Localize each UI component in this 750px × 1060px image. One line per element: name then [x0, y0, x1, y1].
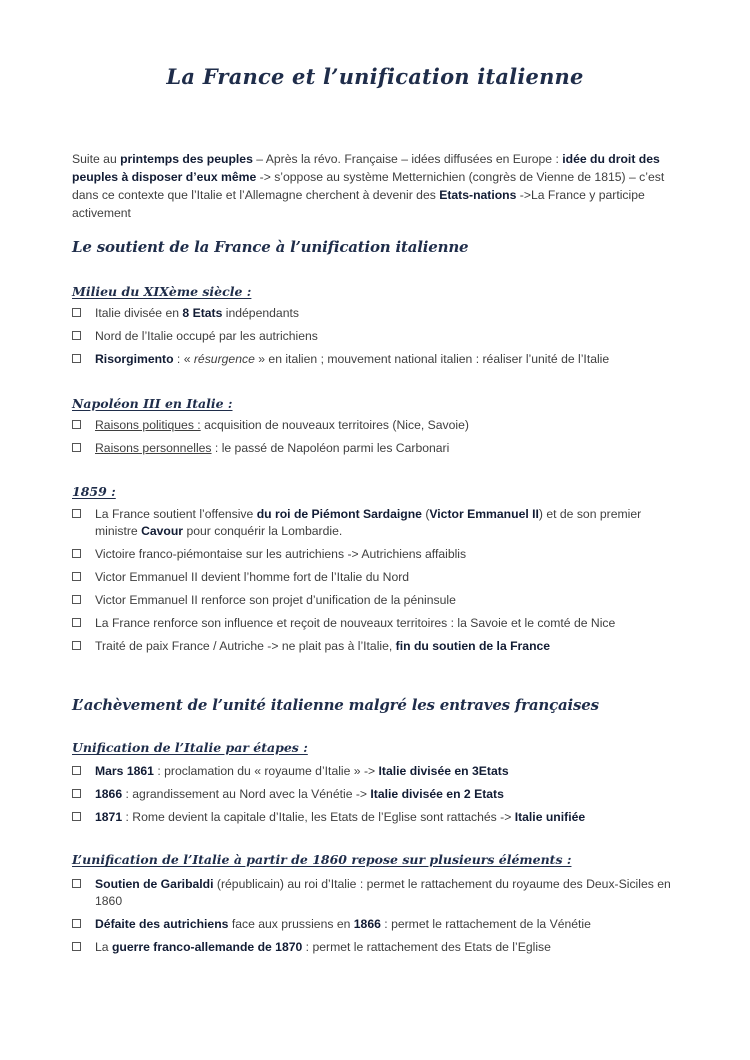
- item-text: » en italien ; mouvement national italien : réaliser l’unité de l’Italie: [254, 352, 610, 366]
- item-text: Traité de paix France / Autriche -> ne plait pas à l’Italie,: [95, 639, 396, 653]
- napoleon-heading: Napoléon III en Italie :: [72, 396, 233, 411]
- list-item: [72, 592, 672, 609]
- list-item: [72, 305, 672, 322]
- etapes-list: [72, 763, 672, 826]
- item-text: : proclamation du « royaume d’Italie » ->: [153, 764, 379, 778]
- checkbox-icon: [72, 443, 81, 452]
- checkbox-icon: [72, 942, 81, 951]
- item-keyword: Risorgimento: [95, 352, 174, 366]
- item-keyword: 1866: [95, 787, 123, 801]
- napoleon-list: [72, 417, 672, 457]
- item-text: : permet le rattachement de la Vénétie: [380, 917, 591, 931]
- item-text: : permet le rattachement des Etats de l’Eglise: [302, 940, 551, 954]
- list-item: [72, 638, 672, 655]
- item-keyword: fin du soutien de la France: [395, 639, 551, 653]
- section2-heading: L’achèvement de l’unité italienne malgré les entraves françaises: [72, 696, 599, 714]
- item-text: : le passé de Napoléon parmi les Carbonari: [211, 441, 450, 455]
- checkbox-icon: [72, 641, 81, 650]
- item-text: pour conquérir la Lombardie.: [183, 524, 343, 538]
- checkbox-icon: [72, 879, 81, 888]
- item-keyword: Italie divisée en 2 Etats: [370, 787, 504, 801]
- checkbox-icon: [72, 572, 81, 581]
- list-item: [72, 351, 672, 368]
- item-keyword: 8 Etats: [182, 306, 223, 320]
- item-text: La France soutient l’offensive: [95, 507, 257, 521]
- item-text: Victor Emmanuel II renforce son projet d’unification de la péninsule: [95, 593, 456, 607]
- intro-text-1: Suite au: [72, 152, 121, 166]
- section1-heading: Le soutient de la France à l’unification italienne: [72, 238, 469, 256]
- item-keyword: Victor Emmanuel II: [429, 507, 539, 521]
- intro-keyword-printemps: printemps des peuples: [120, 152, 253, 166]
- checkbox-icon: [72, 308, 81, 317]
- checkbox-icon: [72, 549, 81, 558]
- list-item: [72, 939, 672, 956]
- item-text: : agrandissement au Nord avec la Vénétie ->: [122, 787, 371, 801]
- item-text: acquisition de nouveaux territoires (Nice, Savoie): [200, 418, 469, 432]
- item-keyword: Soutien de Garibaldi: [95, 877, 214, 891]
- checkbox-icon: [72, 420, 81, 429]
- checkbox-icon: [72, 595, 81, 604]
- milieu-heading: Milieu du XIXème siècle :: [72, 284, 252, 299]
- item-keyword: Défaite des autrichiens: [95, 917, 229, 931]
- intro-paragraph: [72, 150, 672, 222]
- item-text: : «: [173, 352, 194, 366]
- item-text: (: [421, 507, 430, 521]
- list-item: [72, 786, 672, 803]
- item-keyword: Italie divisée en 3Etats: [378, 764, 509, 778]
- checkbox-icon: [72, 789, 81, 798]
- y1859-list: [72, 506, 672, 655]
- item-keyword: guerre franco-allemande de 1870: [111, 940, 303, 954]
- item-keyword: Mars 1861: [95, 764, 154, 778]
- intro-text-2: – Après la révo. Française – idées diffusées en Europe :: [252, 152, 563, 166]
- checkbox-icon: [72, 919, 81, 928]
- list-item: [72, 506, 672, 540]
- intro-keyword-droit: idée du droit des peuples à disposer d’eux même: [72, 152, 660, 184]
- list-item: [72, 916, 672, 933]
- list-item: [72, 440, 672, 457]
- checkbox-icon: [72, 766, 81, 775]
- item-keyword: Cavour: [141, 524, 184, 538]
- item-keyword: 1866: [353, 917, 381, 931]
- item-text: : Rome devient la capitale d’Italie, les Etats de l’Eglise sont rattachés ->: [122, 810, 515, 824]
- item-text: Italie divisée en: [95, 306, 183, 320]
- item-text: indépendants: [222, 306, 299, 320]
- list-item: [72, 763, 672, 780]
- list-item: [72, 546, 672, 563]
- item-keyword: du roi de Piémont Sardaigne: [256, 507, 422, 521]
- list-item: [72, 615, 672, 632]
- item-text: Victor Emmanuel II devient l’homme fort de l’Italie du Nord: [95, 570, 410, 584]
- item-text: Victoire franco-piémontaise sur les autrichiens -> Autrichiens affaiblis: [95, 547, 467, 561]
- checkbox-icon: [72, 331, 81, 340]
- checkbox-icon: [72, 354, 81, 363]
- intro-text-4: ->La France y participe activement: [72, 188, 645, 220]
- item-text: (républicain) au roi d’Italie : permet le rattachement du royaume des Deux-Siciles en 1860: [95, 877, 671, 908]
- list-item: [72, 809, 672, 826]
- item-underlined: Raisons politiques :: [95, 418, 201, 432]
- elements-list: [72, 876, 672, 956]
- page-title: La France et l’unification italienne: [166, 64, 584, 89]
- item-underlined: Raisons personnelles: [95, 441, 212, 455]
- item-text: face aux prussiens en: [228, 917, 354, 931]
- item-text: La: [95, 940, 112, 954]
- item-keyword: Italie unifiée: [514, 810, 586, 824]
- item-keyword: 1871: [95, 810, 123, 824]
- list-item: [72, 417, 672, 434]
- list-item: [72, 569, 672, 586]
- milieu-list: [72, 305, 672, 368]
- item-text: La France renforce son influence et reçoit de nouveaux territoires : la Savoie et le comté de Nice: [95, 616, 616, 630]
- item-italic: résurgence: [193, 352, 255, 366]
- item-text: Nord de l’Italie occupé par les autrichiens: [95, 329, 318, 343]
- checkbox-icon: [72, 509, 81, 518]
- list-item: [72, 876, 672, 910]
- list-item: [72, 328, 672, 345]
- y1859-heading: 1859 :: [72, 484, 116, 499]
- intro-keyword-etats-nations: Etats-nations: [439, 188, 517, 202]
- checkbox-icon: [72, 812, 81, 821]
- checkbox-icon: [72, 618, 81, 627]
- etapes-heading: Unification de l’Italie par étapes :: [72, 740, 308, 755]
- item-text: ) et de son premier ministre: [95, 507, 642, 538]
- intro-text-3: -> s’oppose au système Metternichien (congrès de Vienne de 1815) – c’est dans ce contexte que l’Italie et l’Allemagne cherchent à devenir des: [72, 170, 665, 202]
- elements-heading: L’unification de l’Italie à partir de 1860 repose sur plusieurs éléments :: [72, 852, 572, 867]
